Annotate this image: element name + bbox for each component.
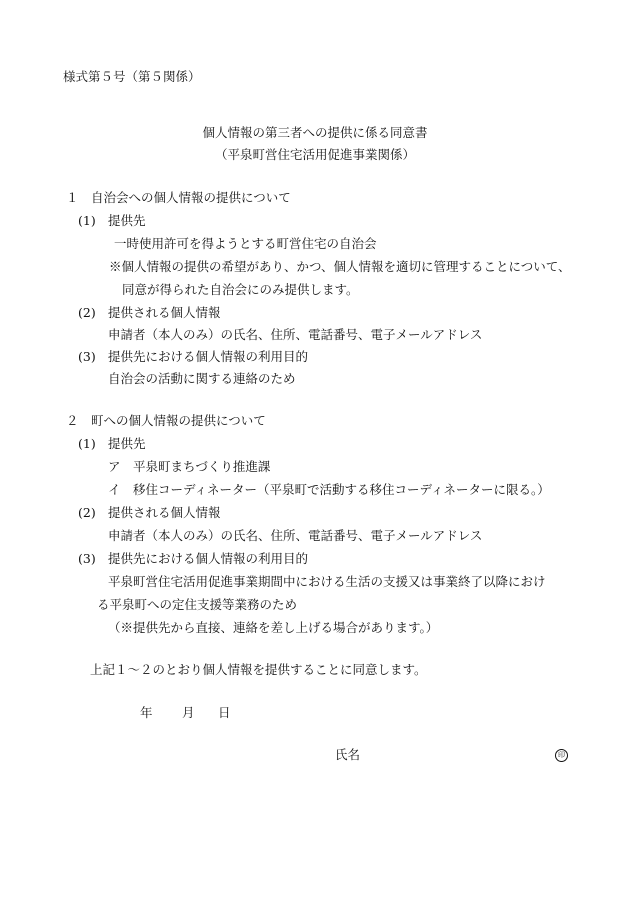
section2-sub3-note: （※提供先から直接、連絡を差し上げる場合があります。） xyxy=(108,620,439,635)
section1-sub1-note-line2: 同意が得られた自治会にのみ提供します。 xyxy=(122,282,359,297)
section1-sub1-body: 一時使用許可を得ようとする町営住宅の自治会 xyxy=(114,236,377,251)
document-subtitle: （平泉町営住宅活用促進事業関係） xyxy=(214,147,415,162)
section1-sub1-label: (1) xyxy=(78,213,96,228)
section1-heading: １ 自治会への個人情報の提供について xyxy=(66,190,291,205)
section2-sub1-item-i: イ 移住コーディネーター（平泉町で活動する移住コーディネーターに限る。） xyxy=(108,482,550,497)
section2-sub3-label: (3) xyxy=(78,551,96,566)
date-month-label: 月 xyxy=(182,705,195,720)
section2-sub1-label: (1) xyxy=(78,436,96,451)
form-number: 様式第５号（第５関係） xyxy=(63,69,201,84)
section1-sub1-note-line1: ※個人情報の提供の希望があり、かつ、個人情報を適切に管理することについて、 xyxy=(109,259,571,274)
section2-sub3-body-line2: る平泉町への定住支援等業務のため xyxy=(97,597,298,612)
signature-name-label: 氏名 xyxy=(335,747,361,762)
document-title: 個人情報の第三者への提供に係る同意書 xyxy=(202,125,428,140)
section1-sub2-label: (2) xyxy=(78,305,96,320)
section2-sub1-item-a: ア 平泉町まちづくり推進課 xyxy=(108,459,271,474)
section2-heading: ２ 町への個人情報の提供について xyxy=(66,413,266,428)
date-year-label: 年 xyxy=(140,705,153,720)
section1-sub3-body: 自治会の活動に関する連絡のため xyxy=(108,371,296,386)
section1-sub2-body: 申請者（本人のみ）の氏名、住所、電話番号、電子メールアドレス xyxy=(108,327,483,342)
seal-mark: 印 xyxy=(555,749,568,762)
section2-sub2-title: 提供される個人情報 xyxy=(108,505,221,520)
section1-sub1-title: 提供先 xyxy=(108,213,146,228)
date-day-label: 日 xyxy=(218,705,231,720)
section1-sub3-title: 提供先における個人情報の利用目的 xyxy=(108,349,309,364)
section2-sub2-label: (2) xyxy=(78,505,96,520)
section2-sub1-title: 提供先 xyxy=(108,436,146,451)
consent-statement: 上記１～２のとおり個人情報を提供することに同意します。 xyxy=(90,662,427,677)
section2-sub3-title: 提供先における個人情報の利用目的 xyxy=(108,551,309,566)
section1-sub3-label: (3) xyxy=(78,349,96,364)
section2-sub3-body-line1: 平泉町営住宅活用促進事業期間中における生活の支援又は事業終了以降におけ xyxy=(108,574,546,589)
section2-sub2-body: 申請者（本人のみ）の氏名、住所、電話番号、電子メールアドレス xyxy=(108,528,483,543)
section1-sub2-title: 提供される個人情報 xyxy=(108,305,221,320)
